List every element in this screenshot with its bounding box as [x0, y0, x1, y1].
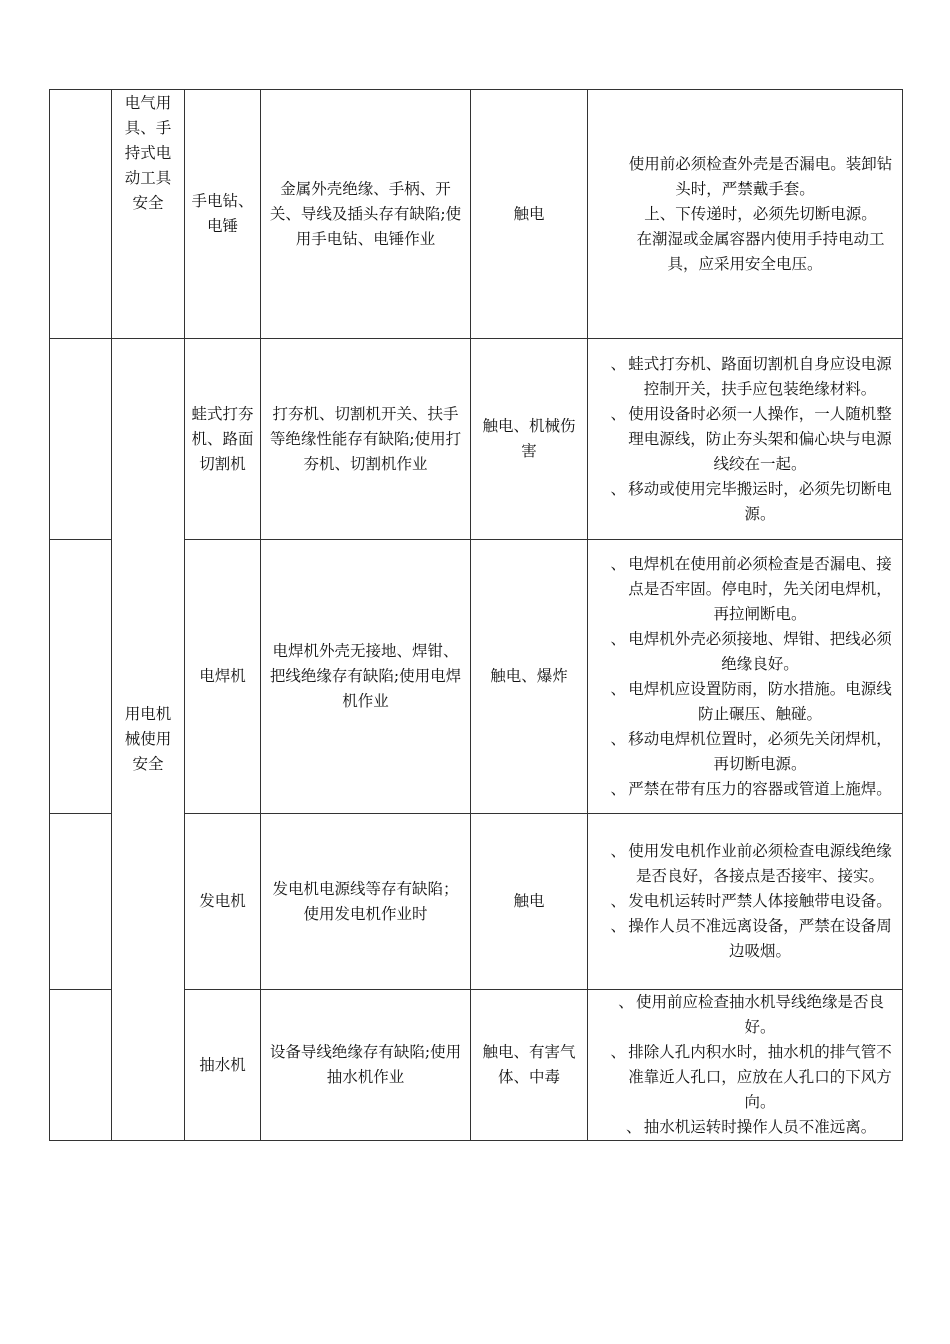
hazard-source-cell: 设备导线绝缘存有缺陷;使用抽水机作业	[261, 990, 471, 1141]
index-cell	[50, 90, 112, 339]
measure-item: 、 使用发电机作业前必须检查电源线绝缘是否良好，各接点是否接牢、接实。	[610, 842, 892, 885]
category-cell: 电气用具、手持式电动工具安全	[112, 90, 185, 339]
index-cell	[50, 540, 112, 814]
equipment-cell: 抽水机	[185, 990, 261, 1141]
measures-cell	[588, 90, 903, 339]
risk-cell: 触电	[471, 814, 588, 990]
risk-cell: 触电	[471, 90, 588, 339]
category-cell: 用电机械使用安全	[112, 339, 185, 1141]
measure-item: 、 排除人孔内积水时，抽水机的排气管不准靠近人孔口，应放在人孔口的下风方向。	[610, 1043, 892, 1111]
index-cell	[50, 990, 112, 1141]
measures-cell	[588, 814, 903, 990]
measure-item: 、 使用前应检查抽水机导线绝缘是否良好。	[618, 993, 884, 1036]
measures-cell	[588, 990, 903, 1141]
safety-measures-table	[49, 89, 903, 1141]
risk-cell: 触电、爆炸	[471, 540, 588, 814]
measure-item: 、 发电机运转时严禁人体接触带电设备。	[610, 892, 892, 910]
measure-item: 、 使用设备时必须一人操作，一人随机整理电源线，防止夯头架和偏心块与电源线绞在一起。	[610, 404, 892, 473]
measures-cell	[588, 339, 903, 540]
risk-cell: 触电、机械伤害	[471, 339, 588, 540]
measure-item: 、 操作人员不准远离设备，严禁在设备周边吸烟。	[610, 917, 892, 960]
hazard-source-cell: 金属外壳绝缘、手柄、开关、导线及插头存有缺陷;使用手电钻、电锤作业	[261, 90, 471, 339]
measure-item: 、 电焊机应设置防雨，防水措施。电源线防止碾压、触碰。	[610, 679, 892, 723]
measure-item: 、 移动或使用完毕搬运时，必须先切断电源。	[610, 479, 892, 523]
hazard-source-cell: 发电机电源线等存有缺陷；使用发电机作业时	[261, 814, 471, 990]
equipment-cell: 手电钻、电锤	[185, 90, 261, 339]
index-cell	[50, 814, 112, 990]
measure-item: 、 抽水机运转时操作人员不准远离。	[625, 1118, 877, 1136]
measures-cell	[588, 540, 903, 814]
risk-cell: 触电、有害气体、中毒	[471, 990, 588, 1141]
measure-item: 、 蛙式打夯机、路面切割机自身应设电源控制开关，扶手应包装绝缘材料。	[610, 354, 892, 398]
measure-paragraph: 使用前必须检查外壳是否漏电。装卸钻头时，严禁戴手套。	[628, 155, 893, 198]
measure-item: 、 移动电焊机位置时，必须先关闭焊机，再切断电源。	[610, 729, 892, 773]
equipment-cell: 电焊机	[185, 540, 261, 814]
measure-item: 、 电焊机在使用前必须检查是否漏电、接点是否牢固。停电时，先关闭电焊机，再拉闸断电。	[610, 554, 892, 623]
index-cell	[50, 339, 112, 540]
measure-paragraph: 在潮湿或金属容器内使用手持电动工具，应采用安全电压。	[636, 230, 885, 273]
hazard-source-cell: 打夯机、切割机开关、扶手等绝缘性能存有缺陷;使用打夯机、切割机作业	[261, 339, 471, 540]
equipment-cell: 发电机	[185, 814, 261, 990]
measure-item: 、 严禁在带有压力的容器或管道上施焊。	[610, 779, 892, 798]
measure-paragraph: 上、下传递时，必须先切断电源。	[644, 205, 877, 223]
hazard-source-cell: 电焊机外壳无接地、焊钳、把线绝缘存有缺陷;使用电焊机作业	[261, 540, 471, 814]
table-row	[50, 90, 903, 339]
equipment-cell: 蛙式打夯机、路面切割机	[185, 339, 261, 540]
measure-item: 、 电焊机外壳必须接地、焊钳、把线必须绝缘良好。	[610, 629, 892, 673]
table-row	[50, 339, 903, 540]
